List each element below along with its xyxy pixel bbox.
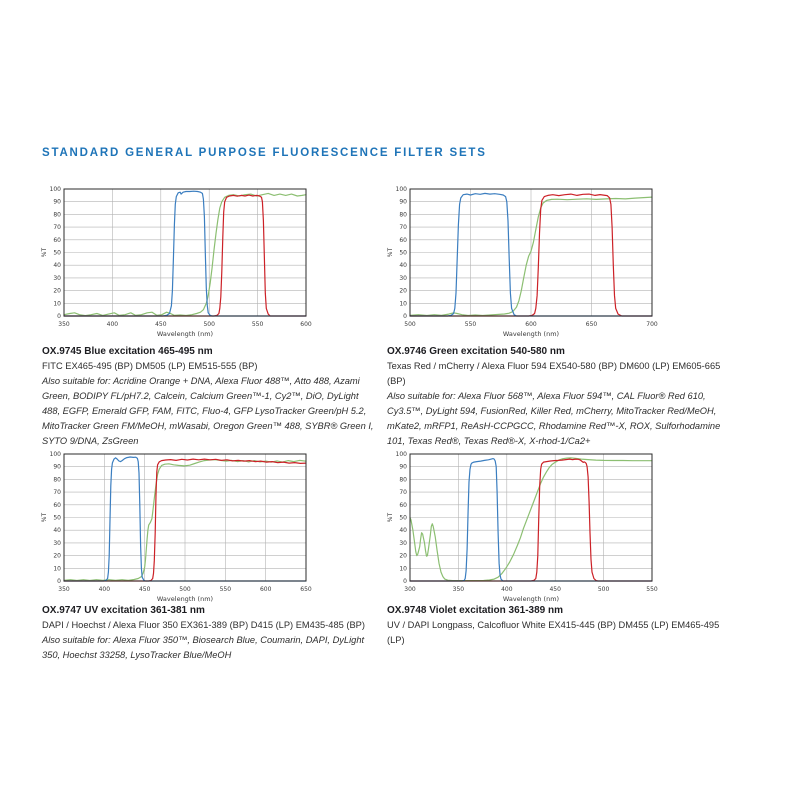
x-axis-label: Wavelength (nm) — [156, 595, 214, 603]
filter-set-components: Texas Red / mCherry / Alexa Fluor 594 EX540-580 (BP) DM600 (LP) EM605-665 (BP) — [387, 361, 721, 386]
filter-set-caption-ox9746 — [387, 344, 737, 449]
filter-set-also-suitable: Also suitable for: Alexa Fluor 568™, Alexa Fluor 594™, CAL Fluor® Red 610, Cy3.5™, DyLight 594, FusionRed, Killer Red, mCherry, MitoTracker Red/MeOH, mKate2, mRFP1, ReAsH-CCPGCC, Rhodamine Red™-X, ROX, Sulforhodamine 101, Texas Red®, Texas Red®-X, X-rhod-1/Ca2+ — [387, 391, 721, 446]
x-tick-label: 600 — [259, 586, 272, 593]
y-tick-label: 40 — [53, 527, 61, 535]
series-excitation-EX361-389-BP — [410, 459, 652, 581]
x-tick-label: 500 — [179, 586, 191, 593]
y-tick-label: 0 — [403, 578, 407, 585]
y-tick-label: 50 — [53, 514, 61, 522]
page-title: STANDARD GENERAL PURPOSE FLUORESCENCE FILTER SETS — [42, 147, 487, 159]
x-tick-label: 500 — [203, 321, 215, 328]
spectrum-chart-ox9746 — [384, 182, 658, 340]
x-axis-label: Wavelength (nm) — [156, 330, 214, 338]
x-tick-label: 600 — [525, 321, 537, 328]
y-tick-label: 0 — [403, 313, 407, 320]
spectrum-chart-ox9745 — [38, 182, 312, 340]
y-tick-label: 0 — [57, 578, 61, 585]
y-tick-label: 80 — [53, 476, 61, 484]
x-tick-label: 700 — [646, 321, 658, 328]
y-tick-label: 60 — [399, 236, 407, 244]
spectrum-chart-ox9748 — [384, 447, 658, 605]
y-tick-label: 80 — [399, 211, 407, 219]
y-tick-label: 70 — [399, 224, 407, 232]
series-emission-EM435-485-BP — [410, 459, 652, 581]
series-dichroic-longpass — [410, 458, 652, 581]
x-tick-label: 600 — [300, 321, 312, 328]
x-tick-label: 400 — [106, 321, 119, 328]
x-tick-label: 500 — [404, 321, 416, 328]
filter-set-also-suitable: Also suitable for: Acridine Orange + DNA, Alexa Fluor 488™, Atto 488, Azami Green, BODIPY FL/pH7.2, Calcein, Calcium Green™-1, Cy2™, DiO, DyLight 488, EGFP, Emerald GFP, FAM, FITC, Fluo-4, GFP LysoTracker Green/pH 5.2, MitoTracker Green FM/MeOH, mWasabi, Oregon Green™ 488, SYBR® Green I, SYTO 9/DNA, ZsGreen — [42, 376, 374, 446]
y-tick-label: 60 — [53, 501, 61, 509]
spectral-plot — [38, 182, 312, 340]
y-axis-label: %T — [387, 512, 394, 523]
filter-set-also-suitable: Also suitable for: Alexa Fluor 350™, Biosearch Blue, Coumarin, DAPI, DyLight 350, Hoechst 33258, LysoTracker Blue/MeOH — [42, 635, 365, 660]
y-tick-label: 20 — [399, 552, 407, 560]
x-tick-label: 350 — [452, 586, 465, 593]
y-tick-label: 10 — [53, 300, 61, 308]
x-tick-label: 550 — [251, 321, 264, 328]
y-tick-label: 10 — [399, 300, 407, 308]
filter-set-caption-ox9747 — [42, 603, 377, 663]
x-tick-label: 300 — [404, 586, 416, 593]
y-tick-label: 30 — [53, 539, 61, 547]
y-axis-label: %T — [41, 512, 48, 523]
x-tick-label: 400 — [501, 586, 513, 593]
x-tick-label: 450 — [155, 321, 167, 328]
y-tick-label: 40 — [399, 262, 407, 270]
spectral-plot — [38, 447, 312, 605]
y-tick-label: 70 — [53, 489, 61, 497]
x-tick-label: 550 — [464, 321, 477, 328]
filter-set-heading: OX.9746 Green excitation 540-580 nm — [387, 346, 565, 357]
y-tick-label: 90 — [53, 198, 61, 206]
spectral-plot — [384, 447, 658, 605]
x-tick-label: 350 — [58, 321, 70, 328]
x-tick-label: 450 — [138, 586, 151, 593]
y-tick-label: 10 — [399, 565, 407, 573]
series-dichroic-DM505-LP — [64, 193, 306, 315]
x-tick-label: 550 — [646, 586, 658, 593]
y-tick-label: 40 — [399, 527, 407, 535]
y-tick-label: 60 — [399, 501, 407, 509]
y-tick-label: 100 — [395, 451, 407, 458]
filter-set-heading: OX.9748 Violet excitation 361-389 nm — [387, 605, 564, 616]
x-tick-label: 450 — [549, 586, 561, 593]
x-axis-label: Wavelength (nm) — [502, 330, 560, 338]
y-tick-label: 80 — [399, 476, 407, 484]
y-tick-label: 90 — [53, 463, 61, 471]
filter-set-components: FITC EX465-495 (BP) DM505 (LP) EM515-555 (BP) — [42, 361, 258, 371]
filter-set-heading: OX.9747 UV excitation 361-381 nm — [42, 605, 205, 616]
filter-set-components: UV / DAPI Longpass, Calcofluor White EX415-445 (BP) DM455 (LP) EM465-495 (LP) — [387, 620, 720, 645]
filter-set-components: DAPI / Hoechst / Alexa Fluor 350 EX361-389 (BP) D415 (LP) EM435-485 (BP) — [42, 620, 365, 630]
y-tick-label: 30 — [53, 274, 61, 282]
x-tick-label: 550 — [219, 586, 232, 593]
filter-set-heading: OX.9745 Blue excitation 465-495 nm — [42, 346, 213, 357]
filter-set-caption-ox9745 — [42, 344, 374, 449]
x-tick-label: 650 — [585, 321, 598, 328]
filter-set-caption-ox9748 — [387, 603, 737, 648]
y-tick-label: 100 — [49, 451, 61, 458]
x-tick-label: 400 — [98, 586, 111, 593]
y-tick-label: 100 — [49, 186, 61, 193]
x-tick-label: 650 — [300, 586, 312, 593]
y-tick-label: 50 — [399, 514, 407, 522]
y-tick-label: 40 — [53, 262, 61, 270]
y-tick-label: 50 — [399, 249, 407, 257]
y-tick-label: 90 — [399, 198, 407, 206]
y-tick-label: 10 — [53, 565, 61, 573]
spectral-plot — [384, 182, 658, 340]
y-tick-label: 50 — [53, 249, 61, 257]
y-axis-label: %T — [41, 247, 48, 258]
series-excitation-EX465-495-BP — [64, 191, 306, 316]
y-tick-label: 70 — [399, 489, 407, 497]
y-tick-label: 30 — [399, 274, 407, 282]
x-tick-label: 350 — [58, 586, 70, 593]
y-tick-label: 90 — [399, 463, 407, 471]
y-tick-label: 0 — [57, 313, 61, 320]
x-tick-label: 500 — [597, 586, 610, 593]
y-tick-label: 60 — [53, 236, 61, 244]
y-tick-label: 80 — [53, 211, 61, 219]
x-axis-label: Wavelength (nm) — [502, 595, 560, 603]
spectrum-chart-ox9747 — [38, 447, 312, 605]
y-tick-label: 30 — [399, 539, 407, 547]
y-tick-label: 20 — [53, 287, 61, 295]
y-tick-label: 20 — [399, 287, 407, 295]
y-axis-label: %T — [387, 247, 394, 258]
y-tick-label: 70 — [53, 224, 61, 232]
series-emission-EM515-555-BP — [64, 195, 306, 316]
y-tick-label: 100 — [395, 186, 407, 193]
y-tick-label: 20 — [53, 552, 61, 560]
